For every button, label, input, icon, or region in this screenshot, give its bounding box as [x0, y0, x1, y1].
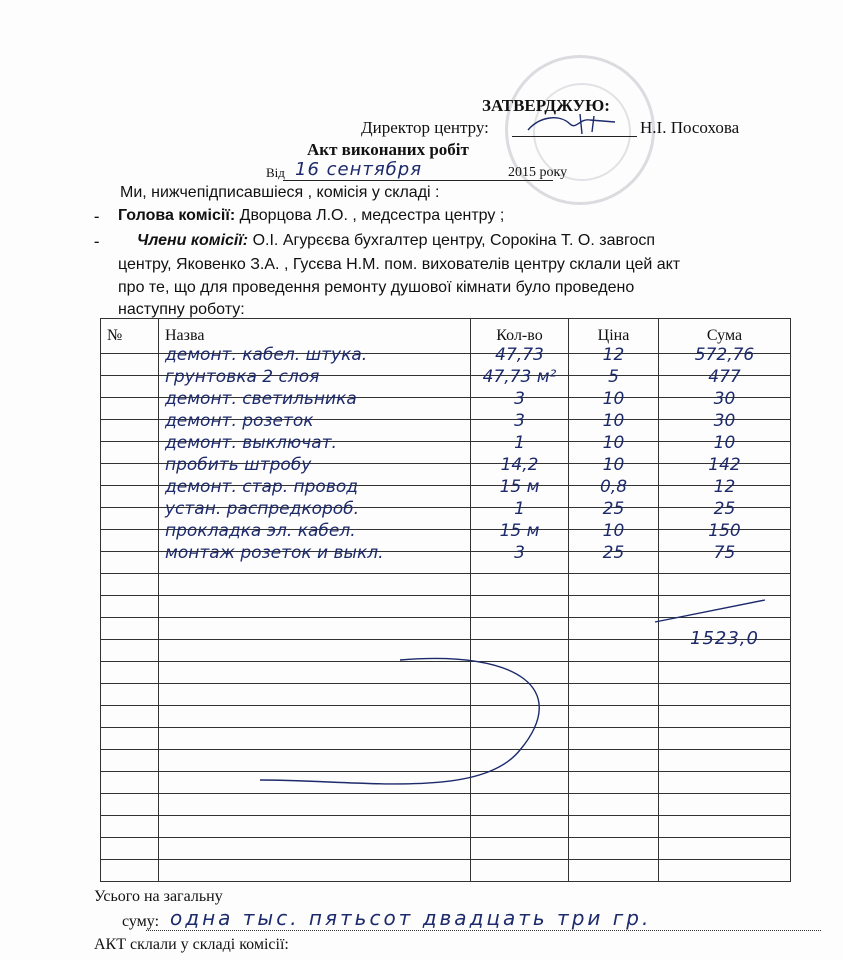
handwritten-sum: 477: [708, 367, 741, 387]
handwritten-name: монтаж розеток и выкл.: [165, 543, 384, 563]
handwritten-name: демонт. стар. провод: [165, 477, 359, 497]
cell-qty: [471, 816, 569, 838]
cell-number: [101, 552, 159, 574]
members-line1: О.І. Агурєєва бухгалтер центру, Сорокіна Т. О. завгосп: [252, 232, 656, 249]
cell-number: [101, 420, 159, 442]
handwritten-price: 0,8: [599, 477, 628, 497]
handwritten-qty: 15 м: [499, 477, 540, 497]
cell-price: [569, 860, 659, 882]
handwritten-qty: 47,73 м²: [482, 367, 557, 387]
total-label2: суму:: [122, 913, 160, 930]
cell-sum: [659, 816, 791, 838]
handwritten-qty: 14,2: [500, 455, 539, 475]
bullet-dash: -: [94, 208, 100, 225]
commission-members: [137, 232, 655, 250]
total-words-line: [146, 930, 821, 931]
cell-number: [101, 508, 159, 530]
handwriting-overlay: [100, 590, 800, 810]
handwritten-sum: 142: [708, 455, 741, 475]
handwritten-sum: 75: [713, 543, 736, 563]
handwritten-qty: 47,73: [495, 345, 544, 365]
handwritten-name: демонт. розеток: [165, 411, 314, 431]
col-header-name: Назва: [159, 319, 471, 354]
handwritten-sum: 25: [713, 499, 736, 519]
handwritten-price: 25: [602, 499, 625, 519]
members-line3: про те, що для проведення ремонту душової кімнати було проведено: [118, 279, 635, 296]
cell-qty: [471, 543, 569, 574]
handwritten-sum: 10: [713, 433, 736, 453]
col-header-sum: Сума: [659, 319, 791, 354]
cell-number: [101, 376, 159, 398]
cell-price: [569, 816, 659, 838]
handwritten-name: демонт. кабел. штука.: [165, 345, 368, 365]
handwritten-sum: 572,76: [694, 345, 755, 365]
cell-sum: [659, 838, 791, 860]
handwritten-name: демонт. выключат.: [165, 433, 337, 453]
handwritten-price: 10: [602, 411, 625, 431]
director-name: Н.І. Посохова: [640, 118, 740, 137]
handwritten-sum: 30: [713, 411, 736, 431]
handwritten-price: 10: [602, 521, 625, 541]
handwritten-price: 12: [602, 345, 625, 365]
handwritten-price: 10: [602, 433, 625, 453]
col-header-number: №: [101, 319, 159, 354]
handwritten-price: 25: [602, 543, 625, 563]
date-suffix: 2015 року: [508, 165, 568, 180]
table-total: 1523,0: [690, 628, 759, 649]
act-title: Акт виконаних робіт: [307, 140, 469, 159]
head-text: Дворцова Л.О. , медсестра центру ;: [239, 207, 505, 224]
handwritten-name: устан. распредкороб.: [165, 499, 360, 519]
cell-qty: [471, 860, 569, 882]
handwritten-name: грунтовка 2 слоя: [165, 367, 320, 387]
date-prefix: Від: [266, 165, 285, 180]
table-row: [101, 816, 791, 838]
handwritten-name: прокладка эл. кабел.: [165, 521, 356, 541]
composed-label: АКТ склали у складі комісії:: [94, 936, 289, 953]
handwritten-sum: 150: [708, 521, 741, 541]
cell-number: [101, 530, 159, 552]
handwritten-qty: 15 м: [499, 521, 540, 541]
handwritten-qty: 1: [514, 433, 525, 453]
cell-number: [101, 464, 159, 486]
handwritten-qty: 3: [514, 389, 525, 409]
total-words: одна тыс. пятьсот двадцать три гр.: [170, 906, 652, 930]
cell-number: [101, 442, 159, 464]
handwritten-qty: 3: [514, 543, 525, 563]
cell-name: [159, 543, 471, 574]
cell-number: [101, 486, 159, 508]
handwritten-name: пробить штробу: [165, 455, 312, 475]
cell-number: [101, 860, 159, 882]
table-row: [101, 838, 791, 860]
members-line4: наступну роботу:: [118, 301, 245, 318]
bullet-dash: -: [94, 233, 100, 250]
cell-number: [101, 816, 159, 838]
date-handwritten: 16 сентября: [295, 159, 423, 180]
cell-number: [101, 838, 159, 860]
col-header-price: Ціна: [569, 319, 659, 354]
head-label: Голова комісії:: [118, 207, 236, 224]
cell-name: [159, 838, 471, 860]
cell-qty: [471, 838, 569, 860]
cell-number: [101, 398, 159, 420]
approve-heading: ЗАТВЕРДЖУЮ:: [482, 96, 610, 115]
commission-head: [118, 207, 504, 225]
handwritten-sum: 30: [713, 389, 736, 409]
intro-text: Ми, нижчепідписавшіеся , комісія у складі :: [120, 184, 440, 201]
col-header-qty: Кол-во: [471, 319, 569, 354]
cell-price: [569, 543, 659, 574]
handwritten-sum: 12: [713, 477, 736, 497]
total-label1: Усього на загальну: [94, 888, 223, 905]
cell-price: [569, 838, 659, 860]
director-signature: [520, 108, 630, 140]
cell-number: [101, 354, 159, 376]
handwritten-qty: 1: [514, 499, 525, 519]
cell-name: [159, 816, 471, 838]
cell-sum: [659, 543, 791, 574]
handwritten-price: 10: [602, 389, 625, 409]
handwritten-price: 10: [602, 455, 625, 475]
handwritten-qty: 3: [514, 411, 525, 431]
members-line2: центру, Яковенко З.А. , Гусєва Н.М. пом. вихователів центру склали цей акт: [118, 256, 681, 273]
handwritten-name: демонт. светильника: [165, 389, 357, 409]
director-label: Директор центру:: [361, 118, 489, 137]
cell-name: [159, 860, 471, 882]
handwritten-price: 5: [608, 367, 619, 387]
cell-sum: [659, 860, 791, 882]
members-label: Члени комісії:: [137, 232, 249, 249]
table-row: [101, 552, 791, 574]
table-row: [101, 860, 791, 882]
